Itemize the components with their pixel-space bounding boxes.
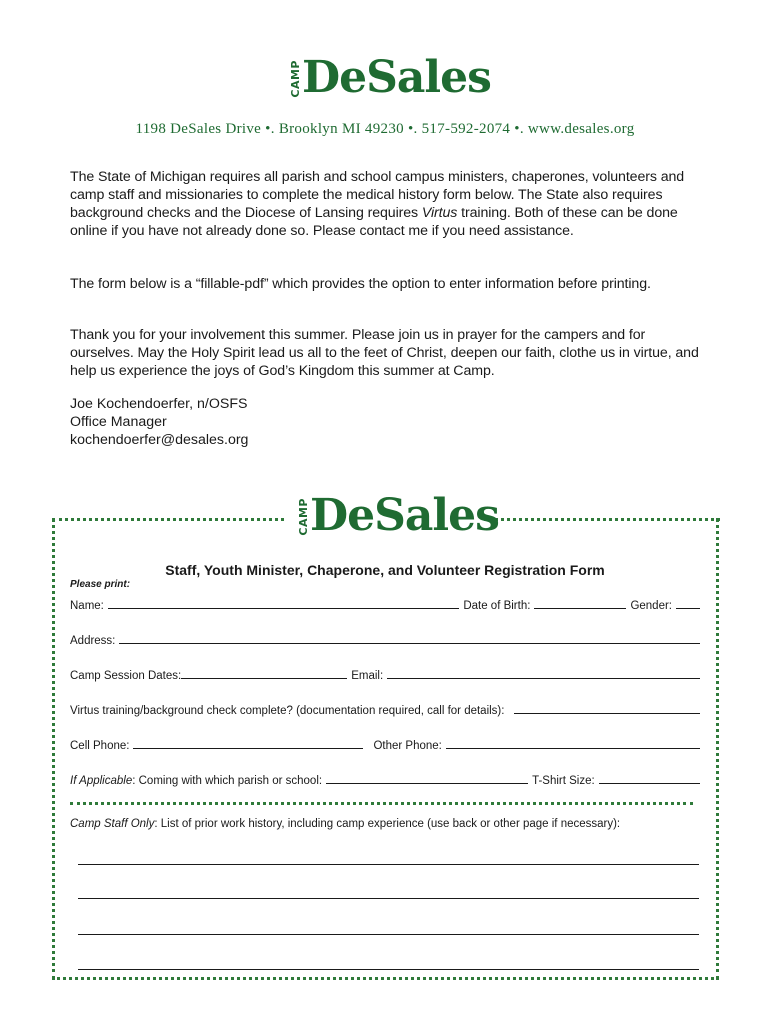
address-line: 1198 DeSales Drive •. Brooklyn MI 49230 •. 517-592-2074 •. www.desales.org	[135, 121, 635, 137]
if-applicable-label: If Applicable	[70, 775, 133, 787]
form-title: Staff, Youth Minister, Chaperone, and Volunteer Registration Form	[165, 562, 605, 578]
address-label: Address:	[70, 635, 116, 647]
parish-row	[70, 773, 700, 787]
dob-label: Date of Birth:	[463, 600, 531, 612]
email-field[interactable]	[387, 668, 700, 679]
form-border-right	[716, 518, 719, 980]
session-label: Camp Session Dates:	[70, 670, 182, 682]
dob-field[interactable]	[534, 598, 626, 609]
staff-only-label: Camp Staff Only	[70, 818, 155, 830]
intro-paragraph-1	[70, 168, 710, 240]
work-history-line-2[interactable]	[78, 898, 699, 899]
staff-section-divider	[70, 802, 693, 805]
form-camp-desales-logo	[297, 490, 499, 541]
virtus-field[interactable]	[514, 703, 700, 714]
gender-field[interactable]	[676, 598, 700, 609]
work-history-label: : List of prior work history, including camp experience (use back or other page if necessary):	[154, 818, 621, 830]
form-logo-name-text: DeSales	[310, 490, 499, 541]
staff-only-row	[70, 818, 700, 830]
tshirt-field[interactable]	[599, 773, 700, 784]
session-email-row	[70, 668, 700, 682]
camp-desales-logo	[289, 52, 491, 103]
intro-paragraph-3: Thank you for your involvement this summer. Please join us in prayer for the campers and for ourselves. May the Holy Spirit lead us all to the feet of Christ, deepen our faith, clothe us in virtue, and help us experience the joys of God’s Kingdom this summer at Camp.	[70, 327, 699, 379]
name-field[interactable]	[108, 598, 459, 609]
address-row	[70, 633, 700, 647]
signature-name: Joe Kochendoerfer, n/OSFS	[70, 396, 248, 412]
parish-label: : Coming with which parish or school:	[132, 775, 323, 787]
work-history-line-3[interactable]	[78, 934, 699, 935]
intro-p1-text-a: The State of Michigan requires all parish and school campus ministers, chaperones, volunteers and camp staff and missionaries to complete the medical history form below. The State also requires background checks and the Diocese of Lansing requires	[70, 169, 685, 221]
other-phone-label: Other Phone:	[373, 740, 442, 752]
virtus-label: Virtus training/background check complete? (documentation required, call for details):	[70, 705, 505, 717]
form-border-bottom	[52, 977, 719, 980]
form-border-top-right	[484, 518, 720, 521]
cell-phone-field[interactable]	[133, 738, 363, 749]
form-border-top-left	[52, 518, 284, 521]
logo-name-text: DeSales	[302, 52, 491, 103]
cell-phone-label: Cell Phone:	[70, 740, 130, 752]
intro-paragraph-2: The form below is a “fillable-pdf” which provides the option to enter information before printing.	[70, 276, 651, 292]
parish-field[interactable]	[326, 773, 528, 784]
work-history-line-1[interactable]	[78, 864, 699, 865]
signature-title: Office Manager	[70, 414, 167, 430]
form-logo-camp-text: CAMP	[297, 497, 310, 536]
tshirt-label: T-Shirt Size:	[532, 775, 595, 787]
virtus-row	[70, 703, 700, 717]
intro-p1-text-b: training. Both of these can be done online if you have not already done so. Please contact me if you need assistance.	[70, 205, 678, 239]
email-label: Email:	[351, 670, 384, 682]
form-border-left	[52, 518, 55, 980]
gender-label: Gender:	[630, 600, 672, 612]
work-history-line-4[interactable]	[78, 969, 699, 970]
signature-block	[70, 395, 248, 449]
session-field[interactable]	[181, 668, 347, 679]
name-row	[70, 598, 700, 612]
address-field[interactable]	[119, 633, 700, 644]
name-label: Name:	[70, 600, 104, 612]
please-print-note: Please print:	[70, 579, 131, 590]
signature-email[interactable]: kochendoerfer@desales.org	[70, 432, 249, 448]
logo-camp-text: CAMP	[289, 59, 302, 98]
phone-row	[70, 738, 700, 752]
intro-p1-virtus: Virtus	[421, 205, 458, 221]
other-phone-field[interactable]	[446, 738, 700, 749]
